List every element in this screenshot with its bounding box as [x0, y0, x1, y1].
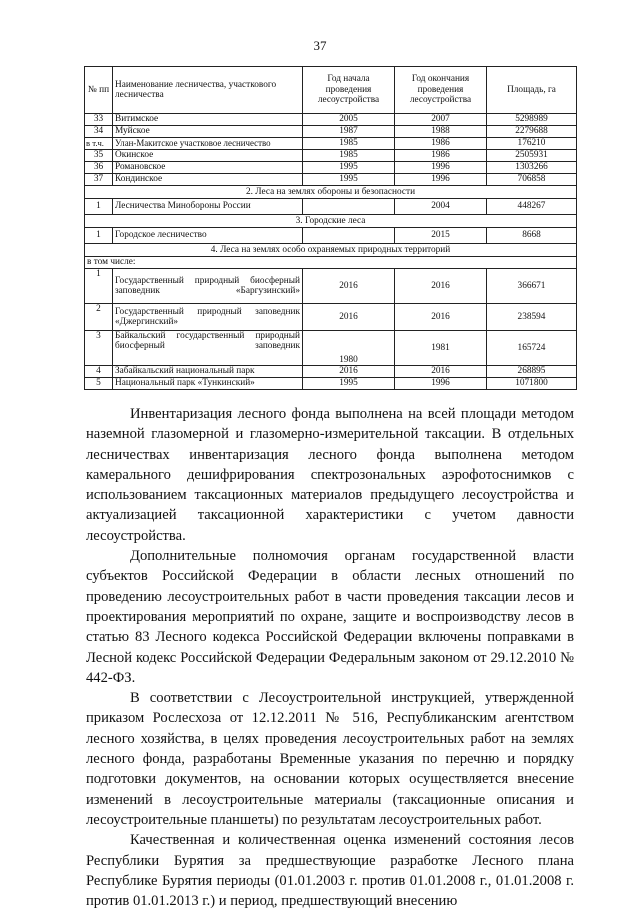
- row-end: 1988: [395, 126, 487, 138]
- row-name: Улан-Макитское участковое лесничество: [113, 138, 303, 150]
- table-row: [85, 114, 577, 126]
- row-start: 1985: [303, 150, 395, 162]
- row-start: 1995: [303, 162, 395, 174]
- header-name: Наименование лесничества, участкового лесничества: [113, 67, 303, 114]
- row-num: 37: [85, 174, 113, 186]
- page-number: 37: [313, 38, 327, 53]
- header-end-year: Год окончания проведения лесоустройства: [395, 67, 487, 114]
- table-row: [85, 228, 577, 244]
- row-num: 4: [85, 366, 113, 378]
- row-name: Байкальский государственный природный биосферный заповедник: [113, 331, 303, 366]
- section-heading: 3. Городские леса: [85, 215, 577, 228]
- row-area: 706858: [487, 174, 577, 186]
- row-start: 1995: [303, 378, 395, 390]
- row-num: 33: [85, 114, 113, 126]
- row-end: 2016: [395, 269, 487, 304]
- row-start: 1995: [303, 174, 395, 186]
- row-area: 2279688: [487, 126, 577, 138]
- row-num: в т.ч.: [85, 138, 113, 150]
- table-row: [85, 126, 577, 138]
- section-heading: 4. Леса на землях особо охраняемых природных территорий: [85, 244, 577, 257]
- header-start-year: Год начала проведения лесоустройства: [303, 67, 395, 114]
- table-row: [85, 269, 577, 304]
- row-num: 3: [85, 331, 113, 366]
- body-text: [86, 404, 574, 911]
- row-end: 2004: [395, 199, 487, 215]
- subheading-row: [85, 257, 577, 269]
- table-row: [85, 138, 577, 150]
- row-area: 448267: [487, 199, 577, 215]
- header-area: Площадь, га: [487, 67, 577, 114]
- section-header-row: [85, 186, 577, 199]
- table-row: [85, 304, 577, 331]
- row-start: [303, 199, 395, 215]
- row-name: Витимское: [113, 114, 303, 126]
- row-end: 1996: [395, 378, 487, 390]
- including-label: в том числе:: [85, 257, 577, 269]
- row-num: 1: [85, 228, 113, 244]
- row-area: 2505931: [487, 150, 577, 162]
- row-start: 2016: [303, 304, 395, 331]
- row-name: Государственный природный биосферный заповедник «Баргузинский»: [113, 269, 303, 304]
- row-area: 366671: [487, 269, 577, 304]
- row-name: Забайкальский национальный парк: [113, 366, 303, 378]
- row-end: 2016: [395, 366, 487, 378]
- section-header-row: [85, 215, 577, 228]
- row-start: 2016: [303, 366, 395, 378]
- row-end: 2007: [395, 114, 487, 126]
- row-area: 1303266: [487, 162, 577, 174]
- row-name: Национальный парк «Тункинский»: [113, 378, 303, 390]
- row-start: 1985: [303, 138, 395, 150]
- paragraph: В соответствии с Лесоустроительной инструкцией, утвержденной приказом Рослесхоза от 12.12.2011 № 516, Республиканским агентством лесного хозяйства, в целях проведения лесоустроительных работ на землях лесного фонда, разработаны Временные указания по перечню и порядку подготовки документов, на основании которых осуществляется внесение изменений в лесоустроительные материалы (таксационные описания и лесоустроительные планшеты) по результатам лесоустроительных работ.: [86, 690, 574, 828]
- row-area: 8668: [487, 228, 577, 244]
- header-num: № пп: [85, 67, 113, 114]
- row-name: Государственный природный заповедник «Джергинский»: [113, 304, 303, 331]
- paragraph: Дополнительные полномочия органам государственной власти субъектов Российской Федерации в области лесных отношений по проведению лесоустроительных работ в части проведения таксации лесов и проектирования мероприятий по охране, защите и воспроизводству лесов в статью 83 Лесного кодекса Российской Федерации включены поправками в Лесной кодекс Российской Федерации Федеральным законом от 29.12.2010 № 442-ФЗ.: [86, 548, 574, 686]
- table-row: [85, 366, 577, 378]
- table-row: [85, 150, 577, 162]
- row-start: 1980: [303, 331, 395, 366]
- row-start: [303, 228, 395, 244]
- table-row: [85, 378, 577, 390]
- row-name: Романовское: [113, 162, 303, 174]
- row-area: 268895: [487, 366, 577, 378]
- row-start: 2005: [303, 114, 395, 126]
- section-header-row: [85, 244, 577, 257]
- row-end: 1986: [395, 138, 487, 150]
- row-area: 238594: [487, 304, 577, 331]
- row-end: 1981: [395, 331, 487, 366]
- row-end: 1996: [395, 162, 487, 174]
- row-end: 2016: [395, 304, 487, 331]
- row-num: 36: [85, 162, 113, 174]
- table-row: [85, 331, 577, 366]
- row-end: 2015: [395, 228, 487, 244]
- row-name: Лесничества Минобороны России: [113, 199, 303, 215]
- row-num: 34: [85, 126, 113, 138]
- section-heading: 2. Леса на землях обороны и безопасности: [85, 186, 577, 199]
- row-start: 2016: [303, 269, 395, 304]
- paragraph: Качественная и количественная оценка изменений состояния лесов Республики Бурятия за предшествующие разработке Лесного плана Республике Бурятия периоды (01.01.2003 г. против 01.01.2008 г., 01.01.2008 г. против 01.01.2013 г.) и период, предшествующий внесению: [86, 832, 574, 910]
- table-row: [85, 174, 577, 186]
- forestry-table: [84, 66, 577, 390]
- row-num: 1: [85, 269, 113, 304]
- row-area: 165724: [487, 331, 577, 366]
- row-name: Окинское: [113, 150, 303, 162]
- table-row: [85, 162, 577, 174]
- row-num: 1: [85, 199, 113, 215]
- row-num: 5: [85, 378, 113, 390]
- row-name: Городское лесничество: [113, 228, 303, 244]
- row-end: 1996: [395, 174, 487, 186]
- row-num: 2: [85, 304, 113, 331]
- row-area: 5298989: [487, 114, 577, 126]
- row-num: 35: [85, 150, 113, 162]
- row-area: 1071800: [487, 378, 577, 390]
- table-row: [85, 199, 577, 215]
- row-end: 1986: [395, 150, 487, 162]
- table-header-row: [85, 67, 577, 114]
- paragraph: Инвентаризация лесного фонда выполнена на всей площади методом наземной глазомерной и глазомерно-измерительной таксации. В отдельных лесничествах инвентаризация лесного фонда выполнена методом камерального дешифрирования спектрозональных аэрофотоснимков с использованием таксационных материалов предыдущего лесоустройства и актуализацией таксационной характеристики с учетом давности лесоустройства.: [86, 406, 574, 544]
- row-start: 1987: [303, 126, 395, 138]
- row-name: Муйское: [113, 126, 303, 138]
- row-name: Кондинское: [113, 174, 303, 186]
- row-area: 176210: [487, 138, 577, 150]
